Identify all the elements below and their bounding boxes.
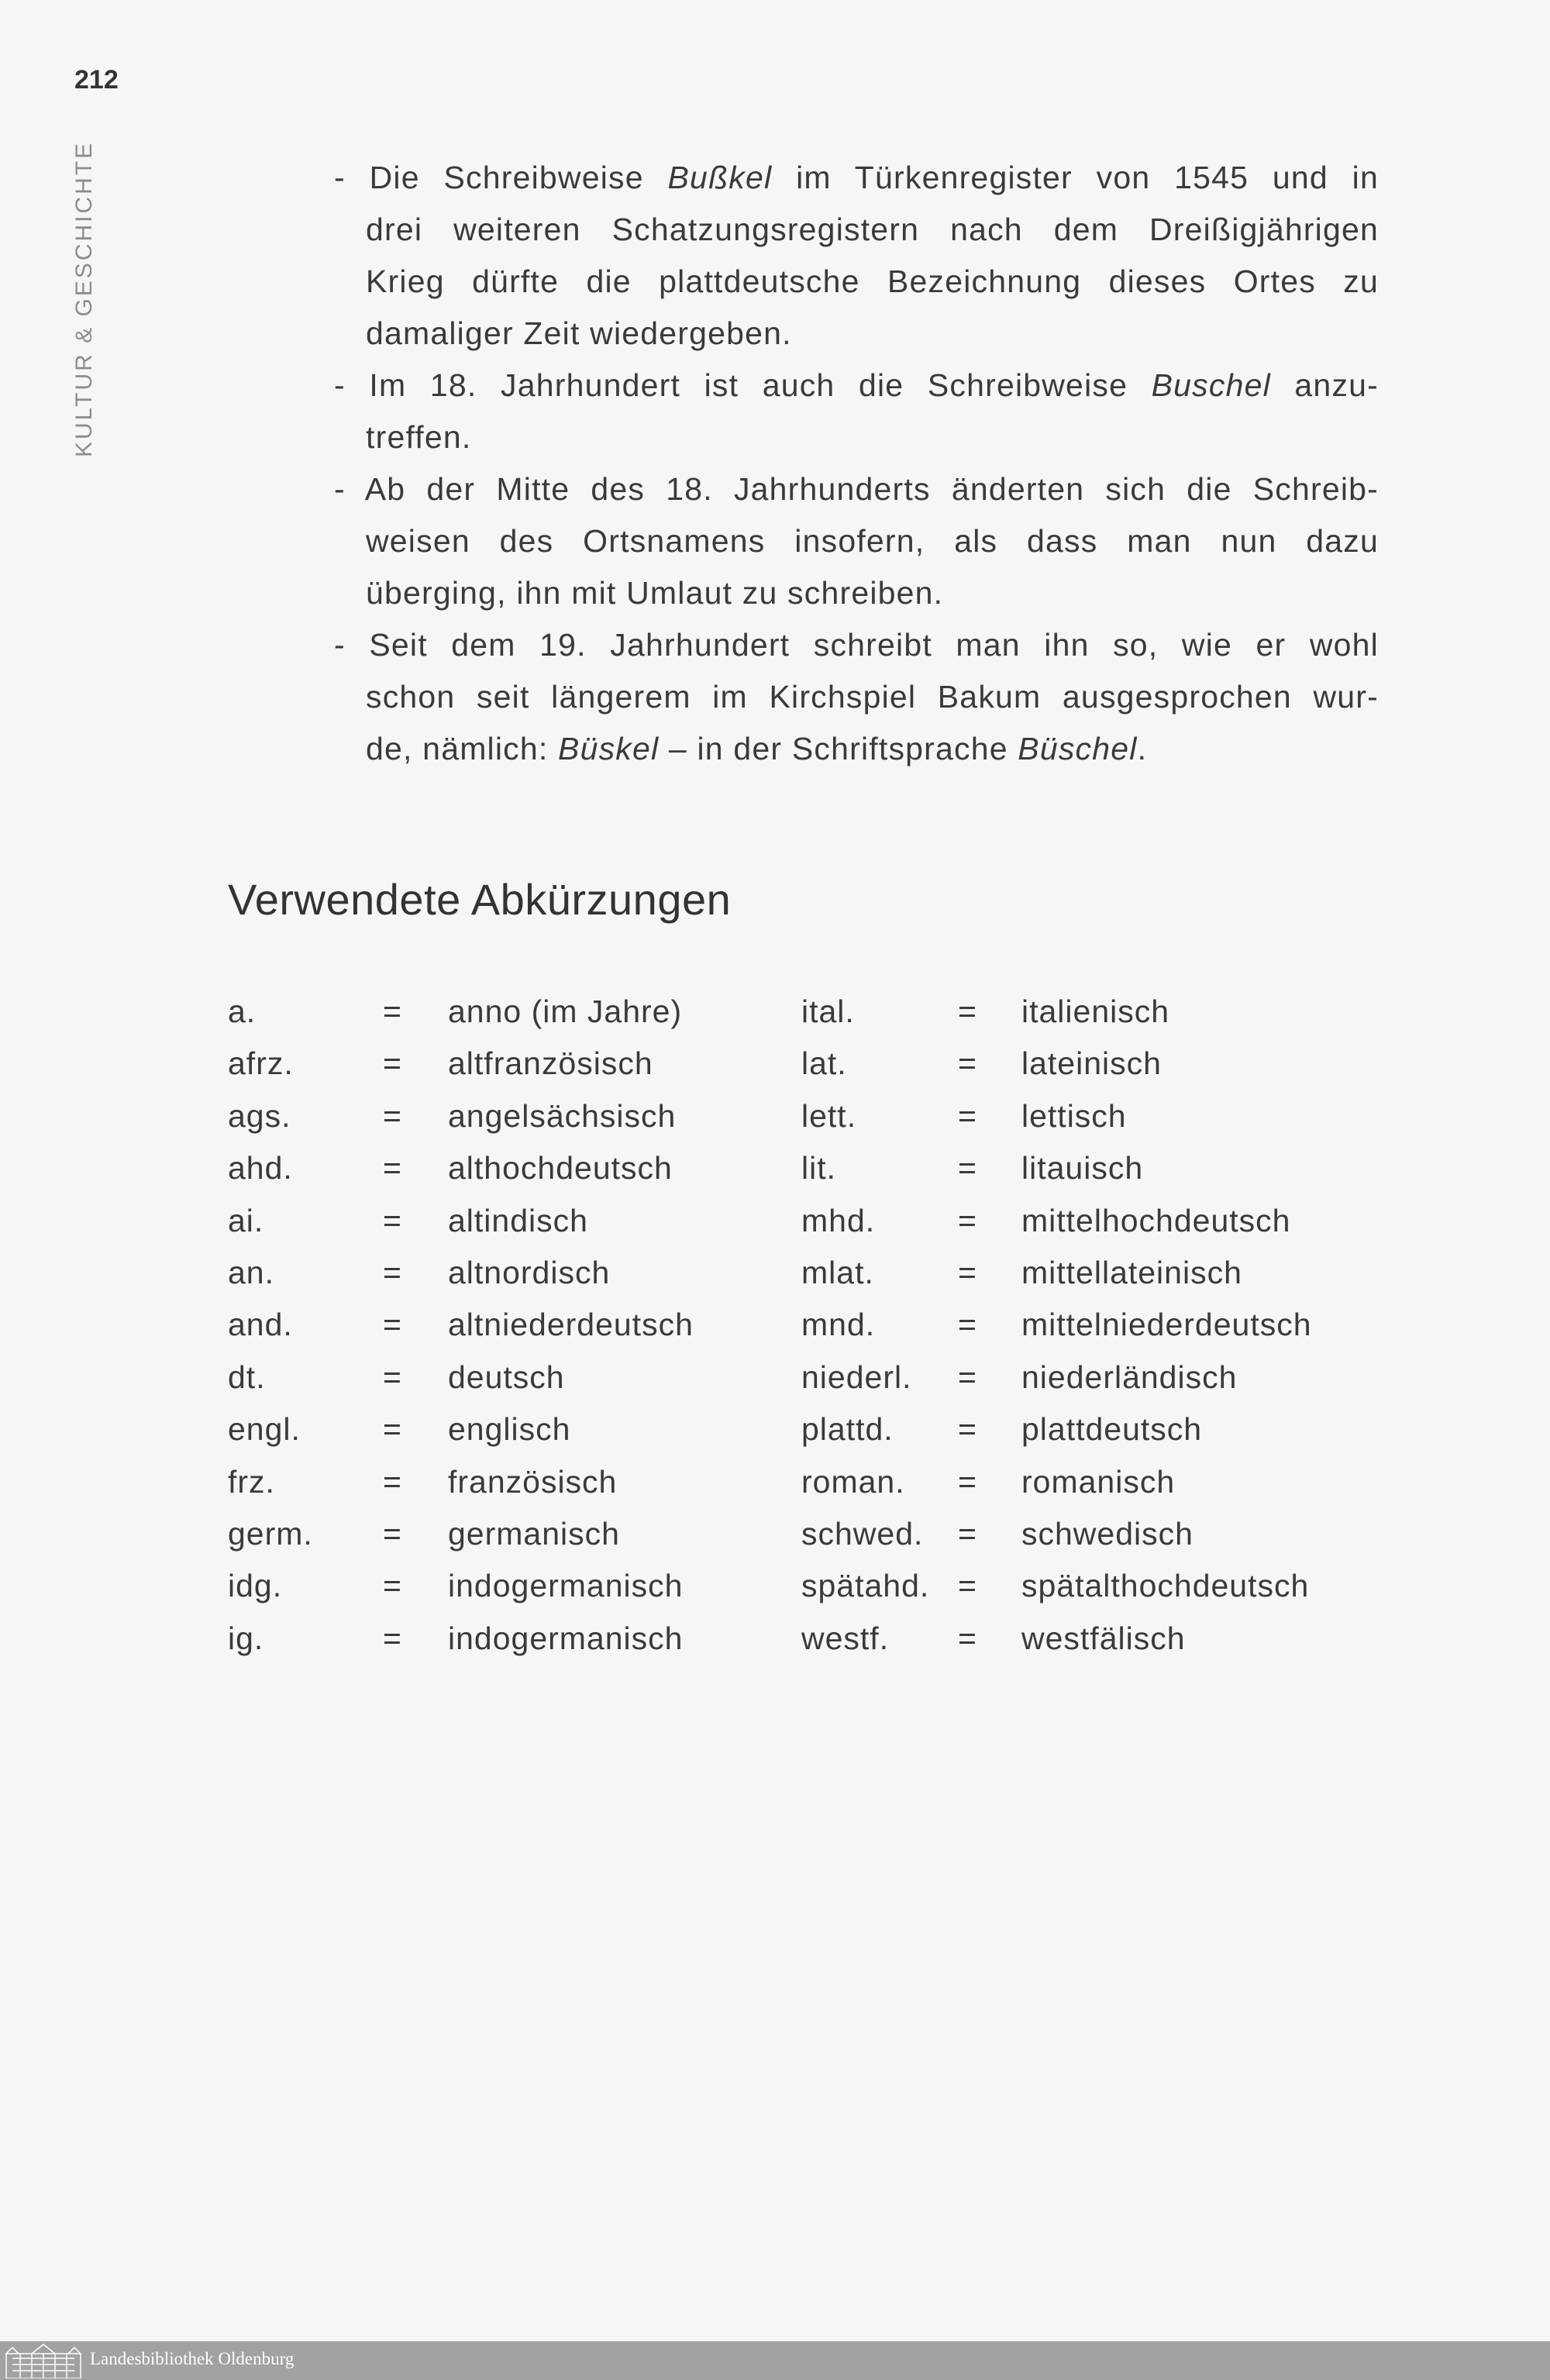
equals-sign: = (383, 1202, 402, 1238)
abbreviation: engl. (228, 1411, 301, 1448)
equals-sign: = (958, 1568, 977, 1604)
abbreviation: and. (228, 1307, 293, 1343)
abbreviation-row (0, 1247, 1550, 1299)
text-segment: de, nämlich: (366, 731, 559, 766)
text-line (334, 567, 1379, 619)
abbreviation-row (0, 1613, 1550, 1665)
section-label: KULTUR & GESCHICHTE (71, 140, 97, 457)
text-line (334, 671, 1379, 723)
equals-sign: = (383, 1411, 402, 1448)
meaning: romanisch (1021, 1463, 1176, 1500)
equals-sign: = (958, 1463, 977, 1500)
meaning: westfälisch (1021, 1620, 1186, 1656)
equals-sign: = (383, 1359, 402, 1395)
abbreviation: ig. (228, 1620, 264, 1656)
footer-text: Landesbibliothek Oldenburg (90, 2349, 294, 2368)
abbreviation: mhd. (801, 1202, 876, 1238)
abbreviation: lett. (801, 1097, 857, 1134)
meaning: plattdeutsch (1021, 1411, 1203, 1448)
abbreviation: mlat. (801, 1255, 874, 1290)
bullet-item (334, 463, 1379, 619)
meaning: mittellateinisch (1021, 1255, 1242, 1290)
italic-place-name: Bußkel (667, 160, 773, 195)
bullet-item (334, 619, 1379, 775)
meaning: französisch (448, 1463, 618, 1500)
body-text (334, 152, 1379, 775)
italic-place-name: Büschel (1018, 731, 1138, 766)
abbreviation: dt. (228, 1359, 266, 1395)
text-segment: weisen des Ortsnamens insofern, als dass man nun dazu (366, 523, 1379, 559)
text-segment: anzu- (1270, 367, 1379, 403)
meaning: germanisch (448, 1516, 620, 1552)
meaning: mittelniederdeutsch (1021, 1307, 1312, 1343)
equals-sign: = (383, 1568, 402, 1604)
abbreviation: westf. (801, 1620, 890, 1656)
abbreviation: afrz. (228, 1045, 294, 1082)
equals-sign: = (958, 1307, 977, 1343)
abbreviation-row (0, 1038, 1550, 1090)
equals-sign: = (958, 1411, 977, 1448)
abbreviation: a. (228, 994, 257, 1029)
text-line (334, 308, 1379, 360)
text-line (334, 463, 1379, 515)
abbreviation: mnd. (801, 1307, 876, 1343)
abbreviation-row (0, 1404, 1550, 1455)
meaning: altindisch (448, 1202, 588, 1238)
equals-sign: = (383, 1463, 402, 1500)
text-segment: treffen. (366, 419, 472, 455)
equals-sign: = (383, 1255, 402, 1290)
abbreviation: plattd. (801, 1411, 894, 1448)
abbreviation-row (0, 1352, 1550, 1404)
meaning: deutsch (448, 1359, 565, 1395)
text-segment: - Die Schreibweise (334, 160, 668, 195)
abbreviation: ags. (228, 1097, 291, 1134)
meaning: litauisch (1021, 1150, 1144, 1187)
equals-sign: = (958, 1150, 977, 1187)
text-line (334, 412, 1379, 463)
equals-sign: = (383, 1307, 402, 1343)
abbreviation: niederl. (801, 1359, 912, 1395)
text-line (334, 256, 1379, 308)
meaning: indogermanisch (448, 1620, 684, 1656)
abbreviation: an. (228, 1255, 274, 1290)
abbreviation-row (0, 1090, 1550, 1142)
text-segment: – in der Schriftsprache (659, 731, 1018, 766)
text-segment: drei weiteren Schatzungsregistern nach dem Dreißigjährigen (366, 212, 1379, 247)
meaning: anno (im Jahre) (448, 994, 683, 1029)
text-segment: - Im 18. Jahrhundert ist auch die Schreibweise (334, 367, 1152, 403)
meaning: lateinisch (1021, 1045, 1162, 1082)
meaning: italienisch (1021, 994, 1170, 1029)
equals-sign: = (958, 1202, 977, 1238)
meaning: lettisch (1021, 1097, 1127, 1134)
meaning: althochdeutsch (448, 1150, 673, 1187)
equals-sign: = (383, 1045, 402, 1082)
abbreviation: idg. (228, 1568, 283, 1604)
text-segment: im Türkenregister von 1545 und in (772, 160, 1379, 195)
meaning: englisch (448, 1411, 571, 1448)
meaning: angelsächsisch (448, 1097, 677, 1134)
bullet-item (334, 360, 1379, 463)
meaning: altniederdeutsch (448, 1307, 694, 1343)
italic-place-name: Büskel (558, 731, 660, 766)
text-line (334, 360, 1379, 412)
abbreviation: ahd. (228, 1150, 293, 1187)
meaning: indogermanisch (448, 1568, 684, 1604)
text-segment: - Seit dem 19. Jahrhundert schreibt man ihn so, wie er wohl (334, 627, 1379, 663)
equals-sign: = (958, 1359, 977, 1395)
equals-sign: = (958, 1097, 977, 1134)
abbreviation-row (0, 1299, 1550, 1351)
text-segment: schon seit längerem im Kirchspiel Bakum ausgesprochen wur- (366, 679, 1379, 715)
text-line (334, 204, 1379, 256)
abbreviation: ital. (801, 994, 855, 1029)
abbreviation-row (0, 986, 1550, 1038)
equals-sign: = (958, 994, 977, 1029)
abbreviation: schwed. (801, 1516, 924, 1552)
text-segment: . (1137, 731, 1148, 766)
text-segment: überging, ihn mit Umlaut zu schreiben. (366, 575, 944, 611)
text-line (334, 723, 1379, 775)
library-footer-bar (0, 2341, 1550, 2380)
abbreviation: spätahd. (801, 1568, 930, 1604)
abbreviation-row (0, 1142, 1550, 1194)
text-line (334, 515, 1379, 567)
text-line (334, 152, 1379, 204)
equals-sign: = (958, 1255, 977, 1290)
abbreviation: ai. (228, 1202, 264, 1238)
text-line (334, 619, 1379, 671)
abbreviation: lat. (801, 1045, 847, 1082)
meaning: schwedisch (1021, 1516, 1194, 1552)
text-segment: - Ab der Mitte des 18. Jahrhunderts änderten sich die Schreib- (334, 471, 1379, 507)
equals-sign: = (958, 1620, 977, 1656)
equals-sign: = (958, 1045, 977, 1082)
abbreviation: germ. (228, 1516, 313, 1552)
library-building-logo (5, 2343, 82, 2378)
text-segment: damaliger Zeit wiedergeben. (366, 315, 792, 351)
meaning: altfranzösisch (448, 1045, 653, 1082)
section-heading: Verwendete Abkürzungen (228, 875, 732, 924)
abbreviation-row (0, 1508, 1550, 1560)
meaning: mittelhochdeutsch (1021, 1202, 1291, 1238)
meaning: niederländisch (1021, 1359, 1238, 1395)
meaning: spätalthochdeutsch (1021, 1568, 1310, 1604)
abbreviation: frz. (228, 1463, 275, 1500)
equals-sign: = (383, 1620, 402, 1656)
page-number: 212 (74, 65, 119, 95)
abbreviation-row (0, 1456, 1550, 1508)
italic-place-name: Buschel (1151, 367, 1271, 403)
abbreviation: lit. (801, 1150, 836, 1187)
equals-sign: = (383, 1516, 402, 1552)
equals-sign: = (383, 1150, 402, 1187)
equals-sign: = (958, 1516, 977, 1552)
abbreviation-row (0, 1560, 1550, 1612)
abbreviation: roman. (801, 1463, 905, 1500)
bullet-item (334, 152, 1379, 360)
equals-sign: = (383, 994, 402, 1029)
meaning: altnordisch (448, 1255, 611, 1290)
equals-sign: = (383, 1097, 402, 1134)
text-segment: Krieg dürfte die plattdeutsche Bezeichnung dieses Ortes zu (366, 263, 1379, 299)
abbreviation-row (0, 1195, 1550, 1247)
